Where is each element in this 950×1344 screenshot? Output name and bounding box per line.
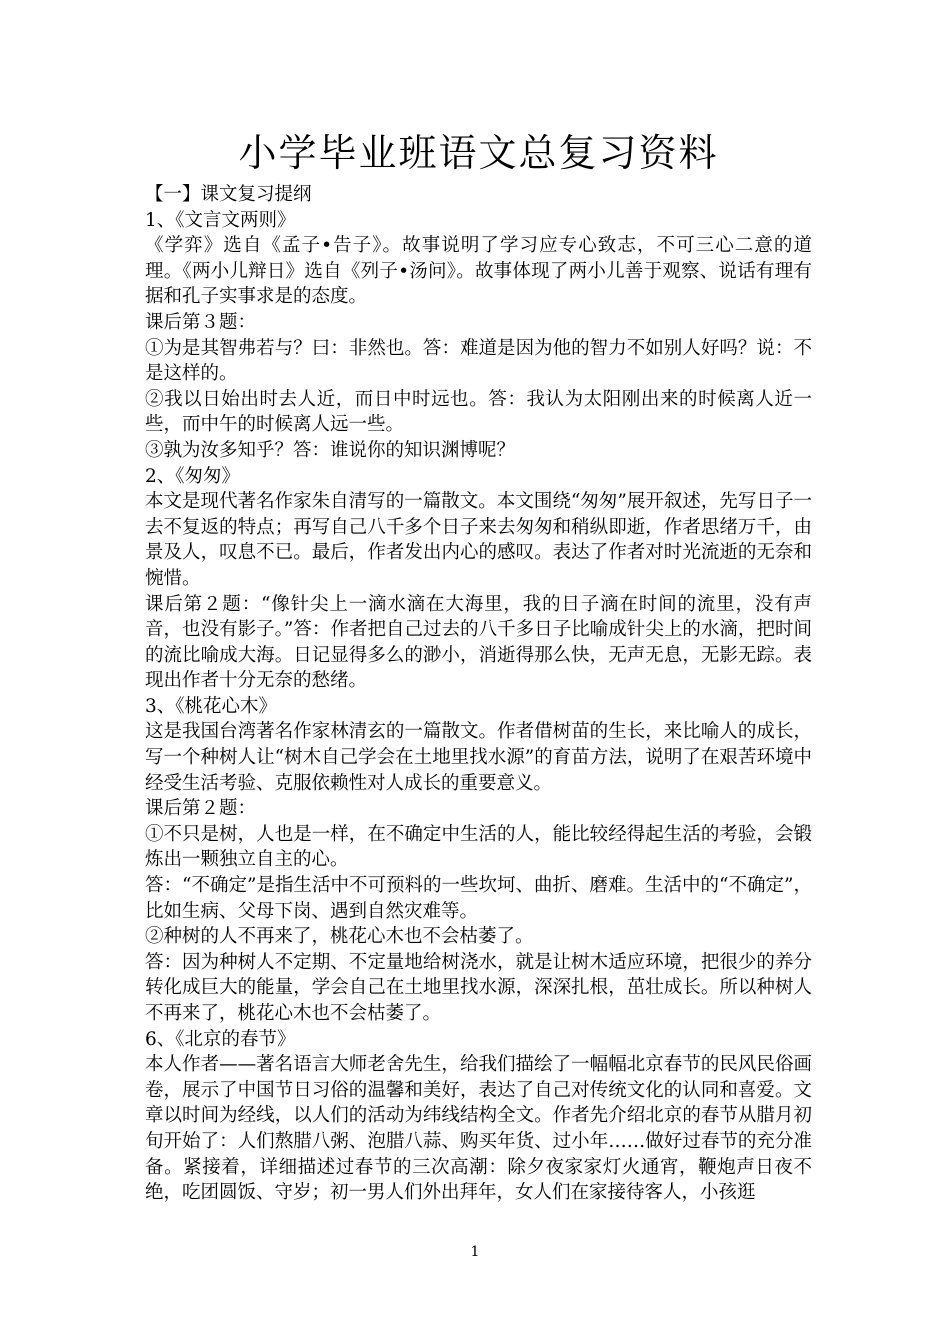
paragraph-10: 3、《桃花心木》: [145, 695, 278, 717]
paragraph-9: 课后第２题：“像针尖上一滴水滴在大海里，我的日子滴在时间的流里，没有声音，也没有影子。”答：作者把自己过去的八千多日子比喻成针尖上的水滴，把时间的流比喻成大海。日记显得多么的渺小，消逝得那么快，无声无息，无影无踪。表现出作者十分无奈的愁绪。: [145, 593, 812, 692]
paragraph-16: 答：因为种树人不定期、不定量地给树浇水，就是让树木适应环境，把很少的养分转化成巨大的能量，学会自己在土地里找水源，深深扎根，茁壮成长。所以种树人不再来了，桃花心木也不会枯萎了。: [145, 951, 812, 1024]
paragraph-6: ③孰为汝多知乎？答：谁说你的知识渊博呢？: [145, 439, 516, 461]
paragraph-7: 2、《匆匆》: [145, 465, 241, 487]
paragraph-13: ①不只是树，人也是一样，在不确定中生活的人，能比较经得起生活的考验，会锻炼出一颗独立自主的心。: [145, 823, 812, 871]
paragraph-8: 本文是现代著名作家朱自清写的一篇散文。本文围绕“匆匆”展开叙述，先写日子一去不复返的特点；再写自己八千多个日子来去匆匆和稍纵即逝，作者思绪万千，由景及人，叹息不已。最后，作者发出内心的感叹。表达了作者对时光流逝的无奈和惋惜。: [145, 491, 812, 589]
paragraph-5: ②我以日始出时去人近，而日中时远也。答：我认为太阳刚出来的时候离人近一些，而中午的时候离人远一些。: [145, 388, 812, 436]
page-content: [145, 128, 812, 1206]
paragraph-3: 课后第３题：: [145, 311, 257, 333]
paragraph-2: 《学弈》选自《孟子•告子》。故事说明了学习应专心致志，不可三心二意的道理。《两小儿辩日》选自《列子•汤问》。故事体现了两小儿善于观察、说话有理有据和孔子实事求是的态度。: [145, 235, 812, 308]
paragraph-18: 本人作者——著名语言大师老舍先生，给我们描绘了一幅幅北京春节的民风民俗画卷，展示了中国节日习俗的温馨和美好，表达了自己对传统文化的认同和喜爱。文章以时间为经线，以人们的活动为纬线结构全文。作者先介绍北京的春节从腊月初旬开始了：人们熬腊八粥、泡腊八蒜、购买年货、过小年……做好过春节的充分准备。紧接着，详细描述过春节的三次高潮：除夕夜家家灯火通宵，鞭炮声日夜不绝，吃团圆饭、守岁；初一男人们外出拜年，女人们在家接待客人，小孩逛: [145, 1054, 812, 1204]
paragraph-14: 答：“不确定”是指生活中不可预料的一些坎坷、曲折、磨难。生活中的“不确定”，比如生病、父母下岗、遇到自然灾难等。: [145, 875, 812, 922]
paragraph-1: 1、《文言文两则》: [145, 209, 296, 231]
paragraph-4: ①为是其智弗若与？曰：非然也。答：难道是因为他的智力不如别人好吗？说：不是这样的。: [145, 337, 812, 385]
document-title: 小学毕业班语文总复习资料: [238, 131, 719, 175]
paragraph-17: 6、《北京的春节》: [145, 1028, 296, 1050]
section-heading: 【一】课文复习提纲: [145, 184, 312, 205]
paragraph-11: 这是我国台湾著名作家林清玄的一篇散文。作者借树苗的生长，来比喻人的成长，写一个种树人让“树木自己学会在土地里找水源”的育苗方法，说明了在艰苦环境中经受生活考验、克服依赖性对人成长的重要意义。: [145, 721, 812, 794]
paragraph-15: ②种树的人不再来了，桃花心木也不会枯萎了。: [145, 926, 534, 948]
paragraph-12: 课后第２题：: [145, 798, 257, 820]
page-number: 1: [470, 1244, 480, 1260]
